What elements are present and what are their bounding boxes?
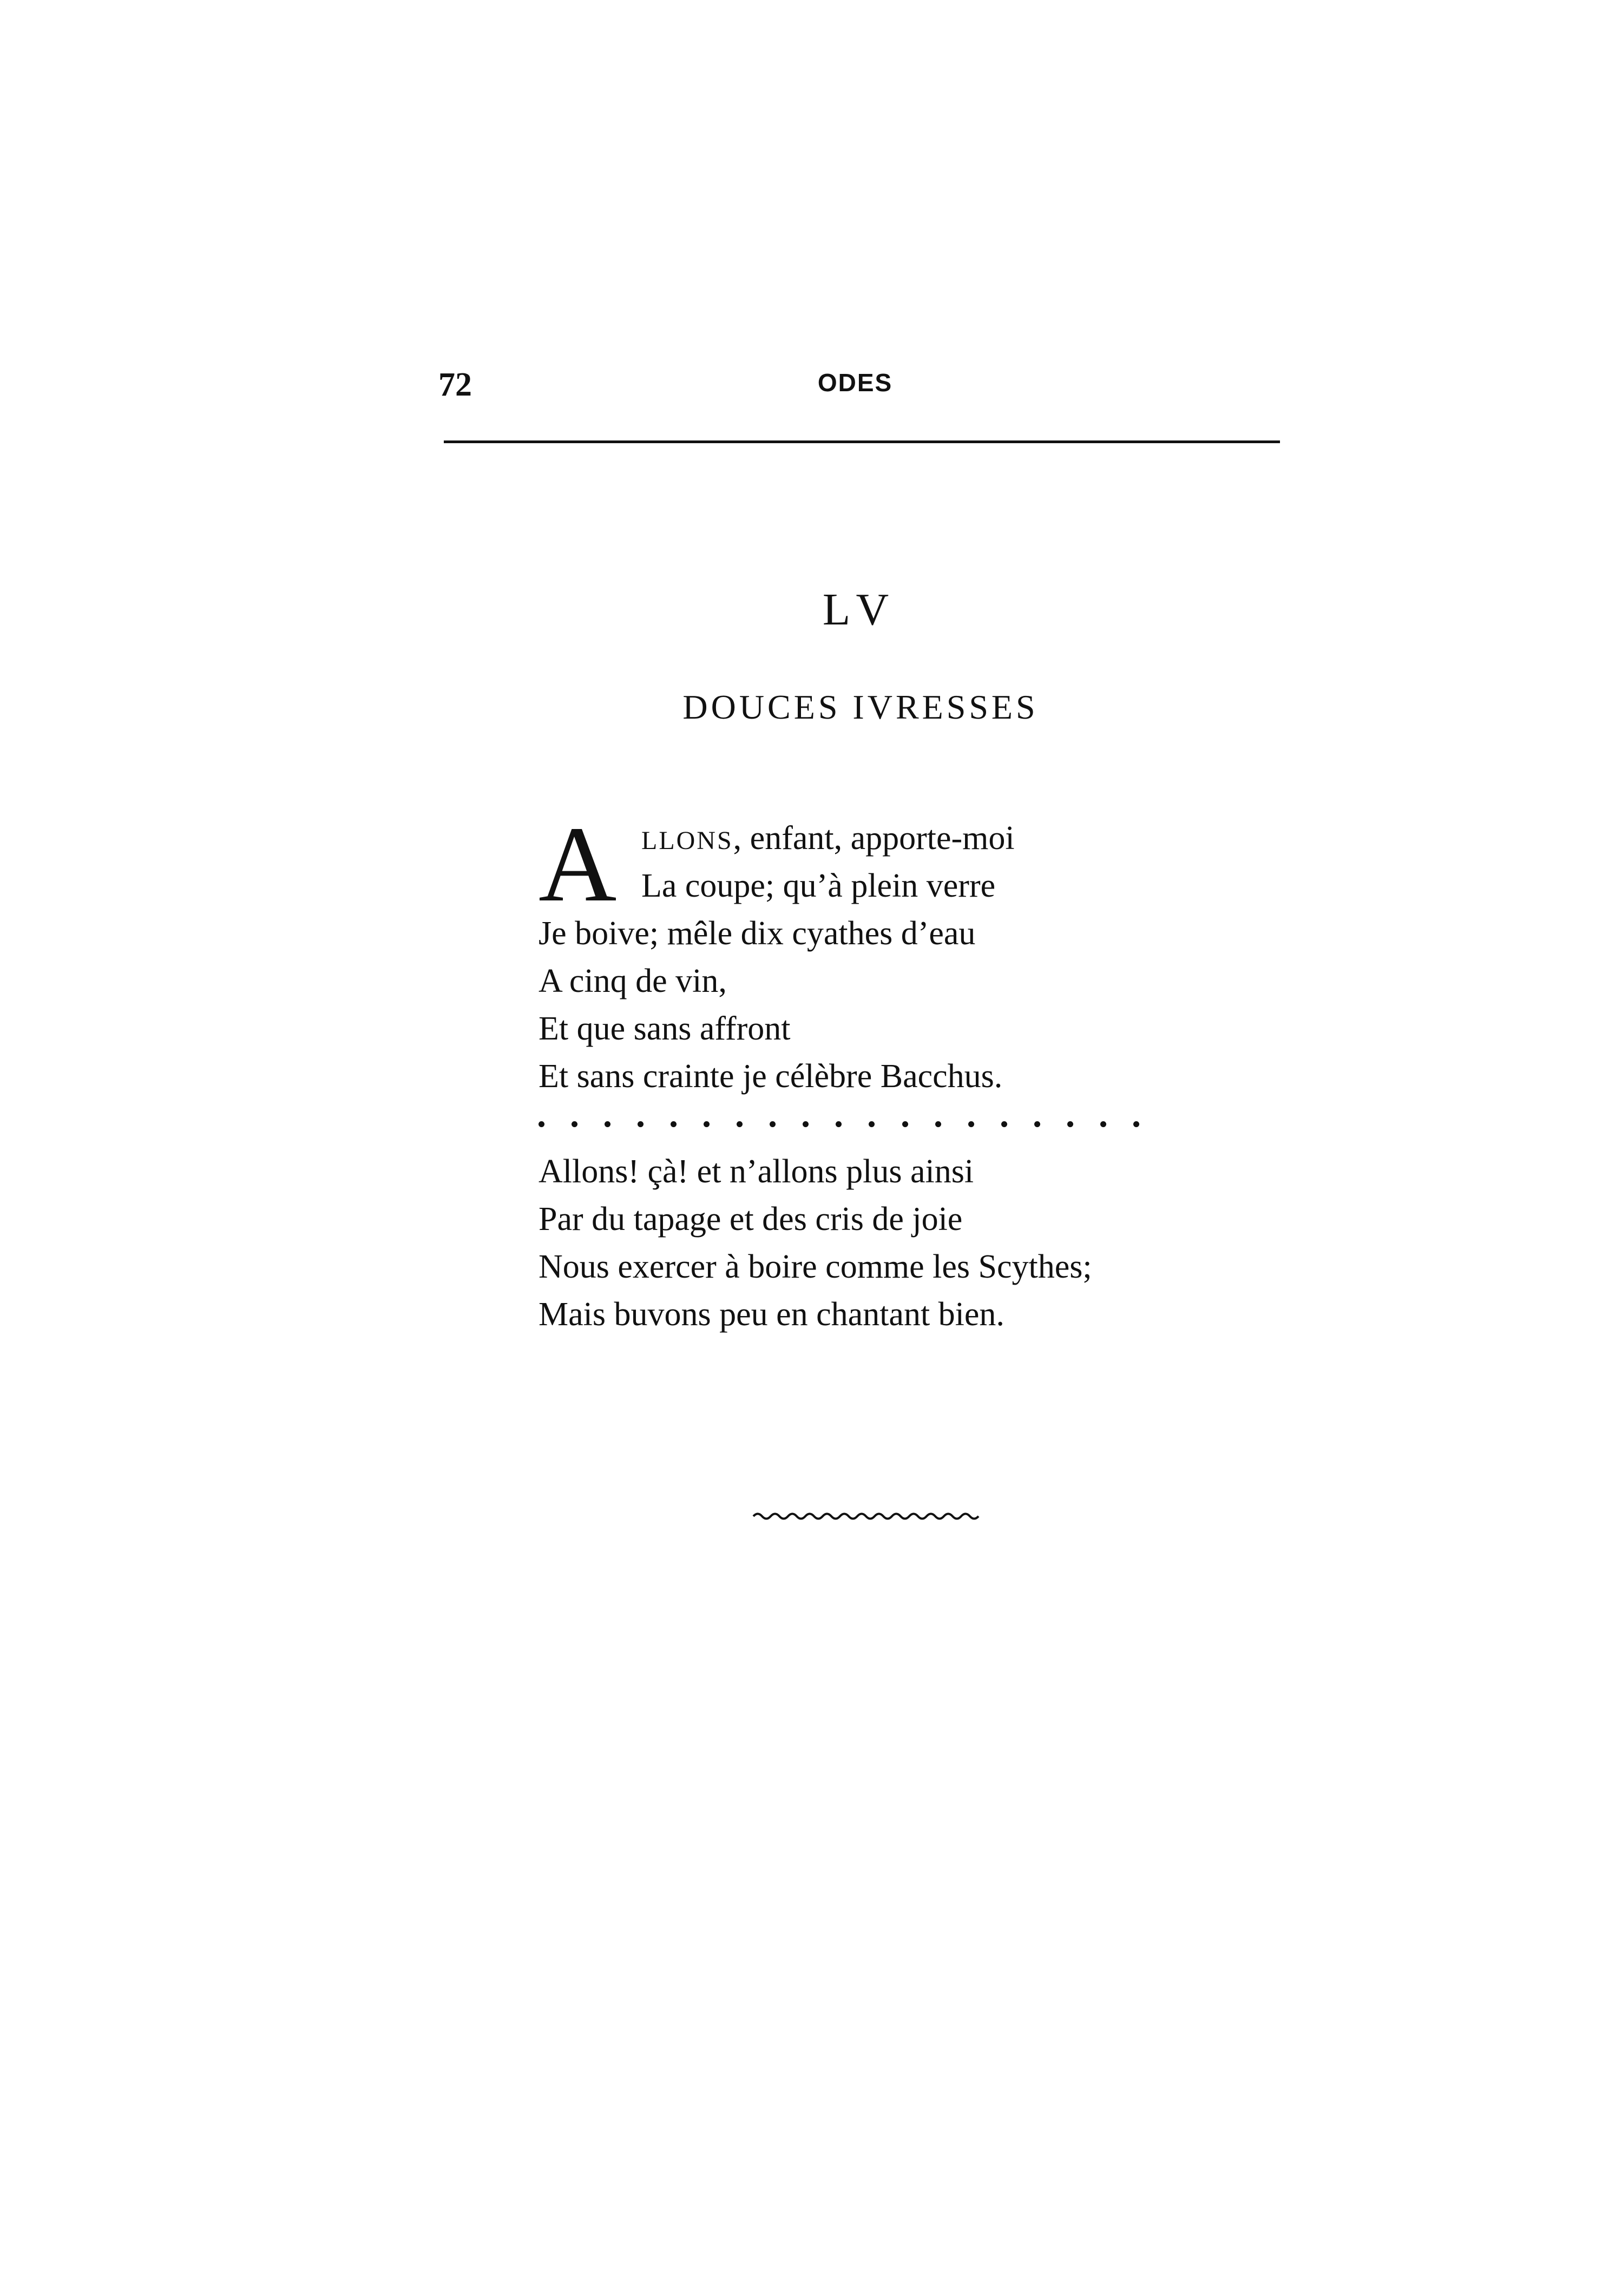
stanza-1	[539, 805, 1296, 1100]
poem-line: Et sans crainte je célèbre Bacchus.	[539, 1058, 1003, 1095]
poem-line: Par du tapage et des cris de joie	[539, 1201, 963, 1238]
running-head: ODES	[817, 369, 893, 397]
ode-title: DOUCES IVRESSES	[682, 688, 1039, 726]
line-text: , enfant, apporte-moi	[733, 820, 1015, 857]
poem-line: A cinq de vin,	[539, 963, 727, 999]
ode-number: LV	[822, 584, 899, 635]
drop-cap: A	[539, 805, 617, 924]
poem-line: Nous exercer à boire comme les Scythes;	[539, 1248, 1092, 1285]
stanza-2	[539, 1148, 1296, 1338]
poem-body	[539, 805, 1296, 1338]
poem-line: La coupe; qu’à plein verre	[641, 867, 996, 904]
omission-dots	[539, 1100, 1139, 1148]
header-rule	[444, 440, 1280, 443]
wavy-ornament-icon	[752, 1510, 985, 1523]
poem-line: Je boive; mêle dix cyathes d’eau	[539, 915, 976, 952]
page-number: 72	[438, 366, 472, 403]
poem-line: Allons! çà! et n’allons plus ainsi	[539, 1153, 974, 1190]
poem-line: Et que sans affront	[539, 1010, 791, 1047]
small-caps-lead: LLONS	[641, 826, 733, 855]
poem-line	[539, 814, 1296, 862]
poem-line: Mais buvons peu en chantant bien.	[539, 1296, 1004, 1333]
